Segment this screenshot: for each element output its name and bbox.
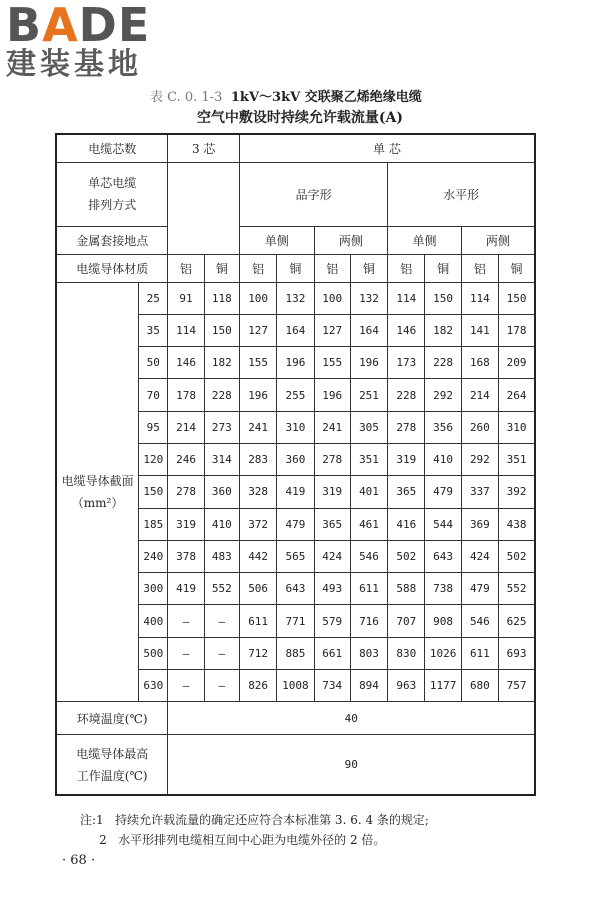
ampacity-cell: 611 <box>350 573 387 605</box>
max-temp-row <box>56 735 535 795</box>
ampacity-cell: 546 <box>350 540 387 572</box>
ampacity-cell: 712 <box>239 637 276 669</box>
ampacity-cell: 506 <box>239 573 276 605</box>
ampacity-cell: 546 <box>461 605 498 637</box>
cross-section-size: 400 <box>139 605 168 637</box>
header-material-aluminum: 铝 <box>168 254 204 282</box>
bade-logo <box>6 2 181 82</box>
ampacity-cell: 565 <box>277 540 314 572</box>
ampacity-cell: — <box>168 605 204 637</box>
ampacity-cell: 826 <box>239 670 276 702</box>
header-row-sheath-ground <box>56 226 535 254</box>
max-temp-value: 90 <box>168 735 535 795</box>
ampacity-cell: 544 <box>425 508 461 540</box>
ampacity-cell: 196 <box>314 379 350 411</box>
ampacity-cell: 442 <box>239 540 276 572</box>
ampacity-cell: 483 <box>204 540 239 572</box>
ampacity-cell: 114 <box>461 282 498 314</box>
header-material-aluminum: 铝 <box>388 254 425 282</box>
ampacity-cell: — <box>204 605 239 637</box>
ampacity-cell: 310 <box>499 411 535 443</box>
ampacity-cell: 416 <box>388 508 425 540</box>
header-material-copper: 铜 <box>277 254 314 282</box>
cross-section-size: 630 <box>139 670 168 702</box>
ampacity-cell: 168 <box>461 347 498 379</box>
ampacity-cell: 716 <box>350 605 387 637</box>
ampacity-cell: 127 <box>314 314 350 346</box>
cross-section-size: 500 <box>139 637 168 669</box>
ampacity-cell: 410 <box>425 443 461 475</box>
ampacity-cell: 757 <box>499 670 535 702</box>
table-subtitle: 空气中敷设时持续允许载流量(A) <box>196 110 404 126</box>
cross-section-size: 70 <box>139 379 168 411</box>
logo-subtitle: 建装基地 <box>6 47 142 82</box>
header-conductor-material: 电缆导体材质 <box>56 254 168 282</box>
ampacity-cell: 908 <box>425 605 461 637</box>
ampacity-cell: 214 <box>168 411 204 443</box>
ampacity-cell: 132 <box>277 282 314 314</box>
ampacity-cell: 132 <box>350 282 387 314</box>
ampacity-cell: 424 <box>314 540 350 572</box>
ampacity-cell: 1026 <box>425 637 461 669</box>
ampacity-cell: 146 <box>168 347 204 379</box>
ampacity-cell: 146 <box>388 314 425 346</box>
header-flat: 水平形 <box>388 162 535 226</box>
ampacity-cell: 579 <box>314 605 350 637</box>
ampacity-cell: 114 <box>168 314 204 346</box>
ampacity-cell: 264 <box>499 379 535 411</box>
header-material-copper: 铜 <box>499 254 535 282</box>
ampacity-cell: 438 <box>499 508 535 540</box>
ampacity-cell: 360 <box>277 443 314 475</box>
ampacity-cell: 830 <box>388 637 425 669</box>
ampacity-cell: 155 <box>314 347 350 379</box>
cross-section-label: 电缆导体截面 （mm²） <box>56 282 139 702</box>
ampacity-cell: 611 <box>239 605 276 637</box>
ampacity-cell: 424 <box>461 540 498 572</box>
cross-section-size: 25 <box>139 282 168 314</box>
header-material-copper: 铜 <box>425 254 461 282</box>
ampacity-cell: 164 <box>277 314 314 346</box>
ampacity-cell: 552 <box>204 573 239 605</box>
header-material-copper: 铜 <box>204 254 239 282</box>
cross-section-size: 50 <box>139 347 168 379</box>
ampacity-cell: 894 <box>350 670 387 702</box>
header-material-copper: 铜 <box>350 254 387 282</box>
ampacity-cell: 419 <box>277 476 314 508</box>
ampacity-cell: 552 <box>499 573 535 605</box>
ampacity-cell: 182 <box>204 347 239 379</box>
ampacity-cell: 643 <box>425 540 461 572</box>
header-arrangement: 单芯电缆 排列方式 <box>56 162 168 226</box>
header-trefoil: 品字形 <box>239 162 387 226</box>
cross-section-size: 185 <box>139 508 168 540</box>
ampacity-cell: 1008 <box>277 670 314 702</box>
ambient-temp-row <box>56 702 535 735</box>
ampacity-cell: 314 <box>204 443 239 475</box>
ampacity-cell: 885 <box>277 637 314 669</box>
ampacity-cell: 410 <box>204 508 239 540</box>
ampacity-cell: 164 <box>350 314 387 346</box>
ambient-temp-label: 环境温度(℃) <box>56 702 168 735</box>
ampacity-cell: 502 <box>499 540 535 572</box>
header-row-core-count <box>56 134 535 162</box>
table-caption <box>150 86 422 105</box>
ampacity-cell: 360 <box>204 476 239 508</box>
cross-section-size: 95 <box>139 411 168 443</box>
header-row-material <box>56 254 535 282</box>
ampacity-cell: 771 <box>277 605 314 637</box>
ampacity-cell: 461 <box>350 508 387 540</box>
ampacity-cell: 419 <box>168 573 204 605</box>
ampacity-cell: 392 <box>499 476 535 508</box>
ampacity-cell: 707 <box>388 605 425 637</box>
ampacity-cell: 150 <box>425 282 461 314</box>
ampacity-cell: 178 <box>499 314 535 346</box>
ampacity-cell: 351 <box>499 443 535 475</box>
ampacity-cell: 328 <box>239 476 276 508</box>
ampacity-cell: 255 <box>277 379 314 411</box>
ampacity-cell: 251 <box>350 379 387 411</box>
ampacity-cell: 196 <box>277 347 314 379</box>
ampacity-cell: 479 <box>461 573 498 605</box>
ampacity-cell: 319 <box>314 476 350 508</box>
table-title: 1kV～3kV 交联聚乙烯绝缘电缆 <box>230 90 422 105</box>
ampacity-cell: — <box>204 637 239 669</box>
ampacity-cell: 283 <box>239 443 276 475</box>
ampacity-cell: 588 <box>388 573 425 605</box>
ampacity-cell: — <box>168 637 204 669</box>
ampacity-cell: 278 <box>314 443 350 475</box>
table-number: 表 C. 0. 1-3 <box>150 90 223 105</box>
ampacity-cell: 241 <box>239 411 276 443</box>
ampacity-cell: 273 <box>204 411 239 443</box>
ampacity-cell: 178 <box>168 379 204 411</box>
table-row <box>56 282 535 314</box>
header-three-core: 3 芯 <box>168 134 240 162</box>
ampacity-cell: 351 <box>350 443 387 475</box>
ampacity-cell: 209 <box>499 347 535 379</box>
logo-brand: BADE <box>6 0 151 52</box>
header-sheath-ground: 金属套接地点 <box>56 226 168 254</box>
ampacity-cell: 803 <box>350 637 387 669</box>
ampacity-cell: 182 <box>425 314 461 346</box>
header-material-aluminum: 铝 <box>314 254 350 282</box>
ampacity-cell: 963 <box>388 670 425 702</box>
cross-section-size: 120 <box>139 443 168 475</box>
ampacity-cell: 369 <box>461 508 498 540</box>
ampacity-cell: 372 <box>239 508 276 540</box>
ampacity-cell: 228 <box>388 379 425 411</box>
header-row-arrangement <box>56 162 535 226</box>
note-2: 2 水平形排列电缆相互间中心距为电缆外径的 2 倍。 <box>80 833 386 847</box>
header-material-aluminum: 铝 <box>239 254 276 282</box>
ampacity-cell: 292 <box>425 379 461 411</box>
ampacity-cell: 738 <box>425 573 461 605</box>
header-material-aluminum: 铝 <box>461 254 498 282</box>
ampacity-cell: 643 <box>277 573 314 605</box>
ampacity-cell: 310 <box>277 411 314 443</box>
ampacity-cell: 305 <box>350 411 387 443</box>
ampacity-cell: 734 <box>314 670 350 702</box>
ampacity-cell: 127 <box>239 314 276 346</box>
cross-section-size: 300 <box>139 573 168 605</box>
ampacity-cell: — <box>204 670 239 702</box>
ampacity-cell: 337 <box>461 476 498 508</box>
header-core-count: 电缆芯数 <box>56 134 168 162</box>
ampacity-cell: 365 <box>388 476 425 508</box>
ampacity-cell: 260 <box>461 411 498 443</box>
ampacity-cell: 319 <box>388 443 425 475</box>
ampacity-cell: — <box>168 670 204 702</box>
max-temp-label: 电缆导体最高 工作温度(℃) <box>56 735 168 795</box>
ampacity-cell: 118 <box>204 282 239 314</box>
ampacity-cell: 228 <box>204 379 239 411</box>
ampacity-cell: 150 <box>499 282 535 314</box>
ampacity-cell: 502 <box>388 540 425 572</box>
ampacity-cell: 196 <box>239 379 276 411</box>
header-three-core-blank <box>168 162 240 254</box>
ampacity-table <box>55 133 536 796</box>
header-flat-one-side: 单侧 <box>388 226 462 254</box>
ambient-temp-value: 40 <box>168 702 535 735</box>
ampacity-cell: 661 <box>314 637 350 669</box>
ampacity-cell: 319 <box>168 508 204 540</box>
header-trefoil-one-side: 单侧 <box>239 226 314 254</box>
ampacity-cell: 292 <box>461 443 498 475</box>
ampacity-cell: 241 <box>314 411 350 443</box>
ampacity-cell: 91 <box>168 282 204 314</box>
ampacity-cell: 693 <box>499 637 535 669</box>
header-single-core: 单 芯 <box>239 134 535 162</box>
ampacity-cell: 278 <box>388 411 425 443</box>
ampacity-cell: 155 <box>239 347 276 379</box>
ampacity-cell: 214 <box>461 379 498 411</box>
header-trefoil-two-side: 两侧 <box>314 226 388 254</box>
ampacity-cell: 378 <box>168 540 204 572</box>
cross-section-size: 150 <box>139 476 168 508</box>
ampacity-cell: 246 <box>168 443 204 475</box>
ampacity-cell: 100 <box>239 282 276 314</box>
ampacity-cell: 228 <box>425 347 461 379</box>
note-1: 注:1 持续允许载流量的确定还应符合本标准第 3. 6. 4 条的规定; <box>80 813 429 827</box>
ampacity-cell: 365 <box>314 508 350 540</box>
page-number: · 68 · <box>62 853 96 868</box>
ampacity-cell: 1177 <box>425 670 461 702</box>
ampacity-cell: 100 <box>314 282 350 314</box>
ampacity-cell: 196 <box>350 347 387 379</box>
header-flat-two-side: 两侧 <box>461 226 535 254</box>
ampacity-cell: 356 <box>425 411 461 443</box>
ampacity-cell: 278 <box>168 476 204 508</box>
ampacity-cell: 680 <box>461 670 498 702</box>
ampacity-cell: 493 <box>314 573 350 605</box>
cross-section-size: 35 <box>139 314 168 346</box>
ampacity-cell: 173 <box>388 347 425 379</box>
ampacity-cell: 401 <box>350 476 387 508</box>
notes <box>80 810 429 850</box>
ampacity-cell: 150 <box>204 314 239 346</box>
ampacity-cell: 611 <box>461 637 498 669</box>
ampacity-cell: 114 <box>388 282 425 314</box>
ampacity-cell: 141 <box>461 314 498 346</box>
ampacity-cell: 625 <box>499 605 535 637</box>
ampacity-cell: 479 <box>425 476 461 508</box>
ampacity-cell: 479 <box>277 508 314 540</box>
cross-section-size: 240 <box>139 540 168 572</box>
